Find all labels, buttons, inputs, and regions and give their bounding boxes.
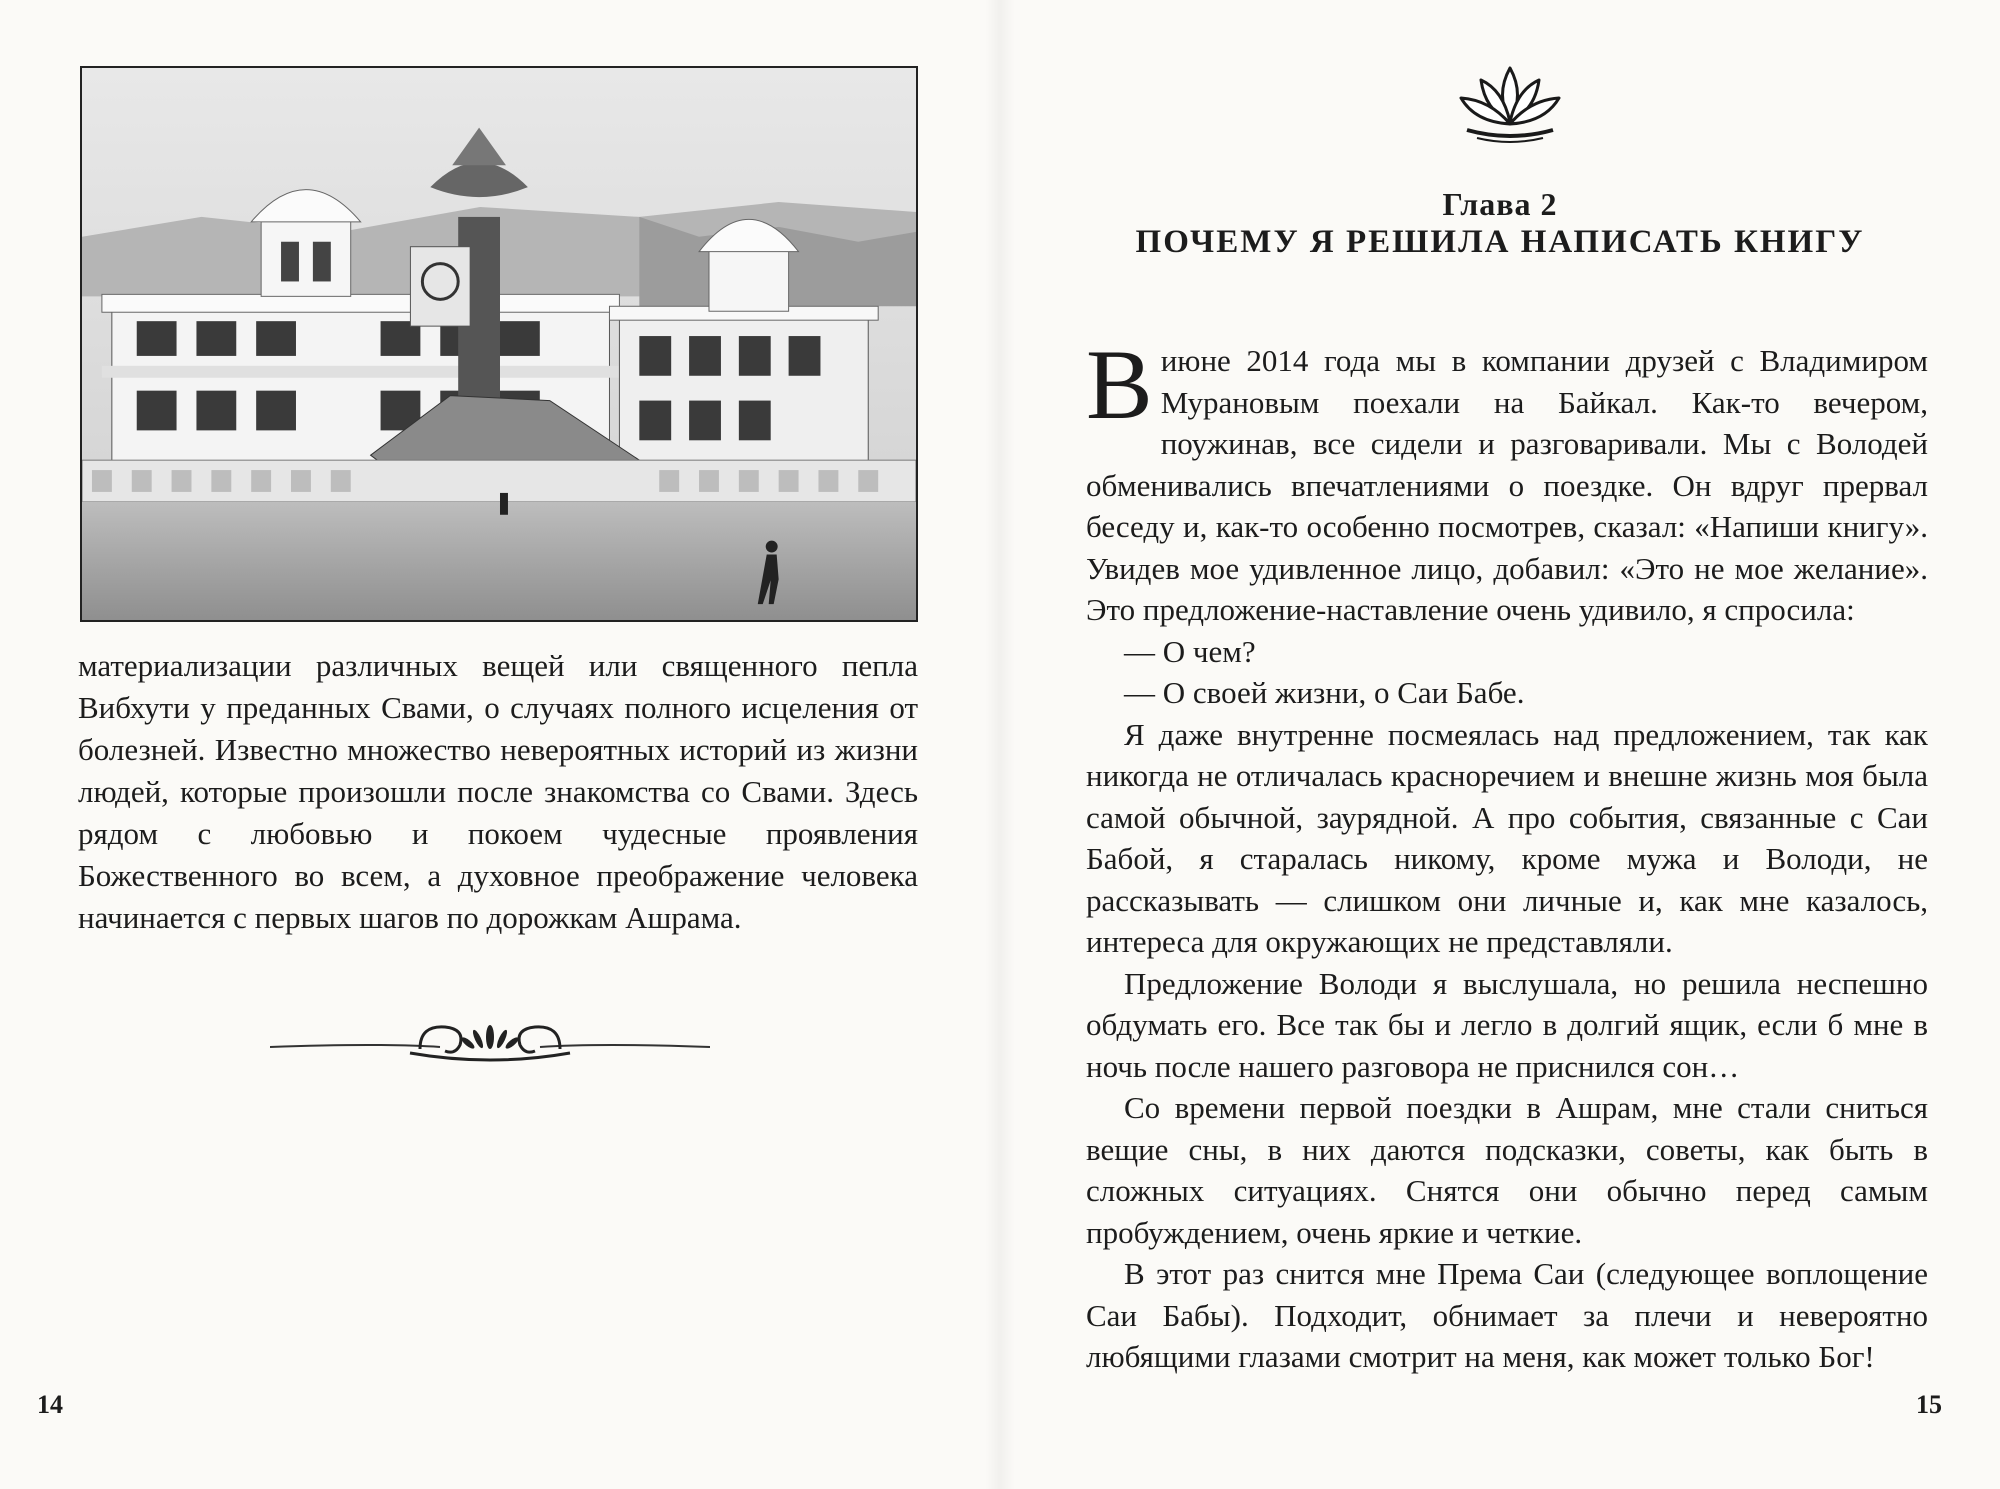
left-paragraph-block: [78, 645, 918, 939]
chapter-number: Глава 2: [1442, 186, 1558, 222]
drop-cap: В: [1086, 329, 1153, 440]
paragraph-2: — О чем?: [1124, 633, 1256, 669]
page-number-right: 15: [1916, 1390, 1942, 1419]
paragraph-7: В этот раз снится мне Према Саи (следующее воплощение Саи Бабы). Подходит, обнимает за плечи и невероятно любящими глазами смотрит на меня, как может только Бог!: [1086, 1256, 1928, 1374]
lotus-icon: [1455, 60, 1565, 146]
right-page: [1000, 0, 2000, 1489]
chapter-title: ПОЧЕМУ Я РЕШИЛА НАПИСАТЬ КНИГУ: [1135, 224, 1865, 260]
paragraph-5: Предложение Володи я выслушала, но решила неспешно обдумать его. Все так бы и легло в долгий ящик, если б мне в ночь после нашего разговора не приснился сон…: [1086, 965, 1928, 1084]
paragraph-1-text: июне 2014 года мы в компании друзей с Владимиром Мурановым поехали на Байкал. Как-то вечером, поужинав, все сидели и разговаривали. Мы с Володей обменивались впечатлениями о поездке. Он вдруг прервал беседу и, как-то особенно посмотрев, сказал: «Напиши книгу». Увидев мое удивленное лицо, добавил: «Это не мое желание». Это предложение-наставление очень удивило, я спросила:: [1086, 343, 1928, 627]
page-number-left: 14: [37, 1390, 63, 1419]
flourish-ornament-icon: [270, 1015, 710, 1075]
paragraph-4: Я даже внутренне посмеялась над предложением, так как никогда не отличалась красноречием и внешне жизнь моя была самой обычной, заурядной. А про события, связанные с Саи Бабой, я старалась никому, кроме мужа и Володи, не рассказывать — слишком они личные и, как мне казалось, интереса для окружающих не представляли.: [1086, 716, 1928, 959]
left-paragraph: материализации различных вещей или священного пепла Вибхути у преданных Свами, о случаях полного исцеления от болезней. Известно множество невероятных историй из жизни людей, которые произошли после знакомства со Свами. Здесь рядом с любовью и покоем чудесные проявления Божественного во всем, а духовное преображение человека начинается с первых шагов по дорожкам Ашрама.: [78, 648, 918, 935]
paragraph-6: Со времени первой поездки в Ашрам, мне стали сниться вещие сны, в них даются подсказки, советы, как быть в сложных ситуациях. Снятся они обычно перед самым пробуждением, очень яркие и четкие.: [1086, 1090, 1928, 1250]
paragraph-1: [1086, 329, 1928, 631]
paragraph-3: — О своей жизни, о Саи Бабе.: [1124, 675, 1525, 710]
ashram-building-photo: [80, 66, 918, 622]
chapter-body: [1086, 329, 1928, 1378]
